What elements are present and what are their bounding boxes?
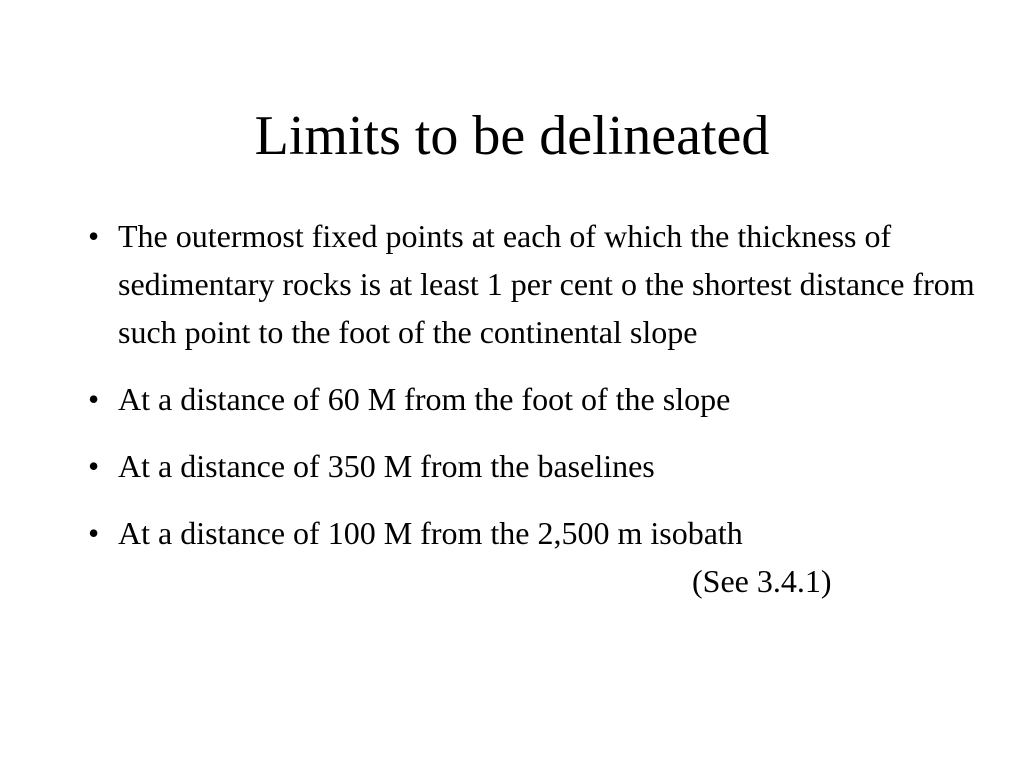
bullet-item-4 <box>76 509 976 605</box>
bullet-text: At a distance of 60 M from the foot of the slope <box>118 381 731 417</box>
bullet-list <box>76 212 976 624</box>
bullet-item-1 <box>76 212 976 356</box>
bullet-text: At a distance of 350 M from the baselines <box>118 448 655 484</box>
bullet-text: At a distance of 100 M from the 2,500 m isobath <box>118 515 743 551</box>
bullet-icon: • <box>88 381 100 417</box>
bullet-text: The outermost fixed points at each of which the thickness of sedimentary rocks is at least 1 per cent o the shortest distance from such point to the foot of the continental slope <box>118 218 975 350</box>
slide-title: Limits to be delineated <box>254 105 770 167</box>
bullet-icon: • <box>88 218 100 254</box>
bullet-icon: • <box>88 448 100 484</box>
bullet-item-3 <box>76 442 976 490</box>
bullet-icon: • <box>88 515 100 551</box>
bullet-item-2 <box>76 375 976 423</box>
reference-note: (See 3.4.1) <box>692 563 832 599</box>
